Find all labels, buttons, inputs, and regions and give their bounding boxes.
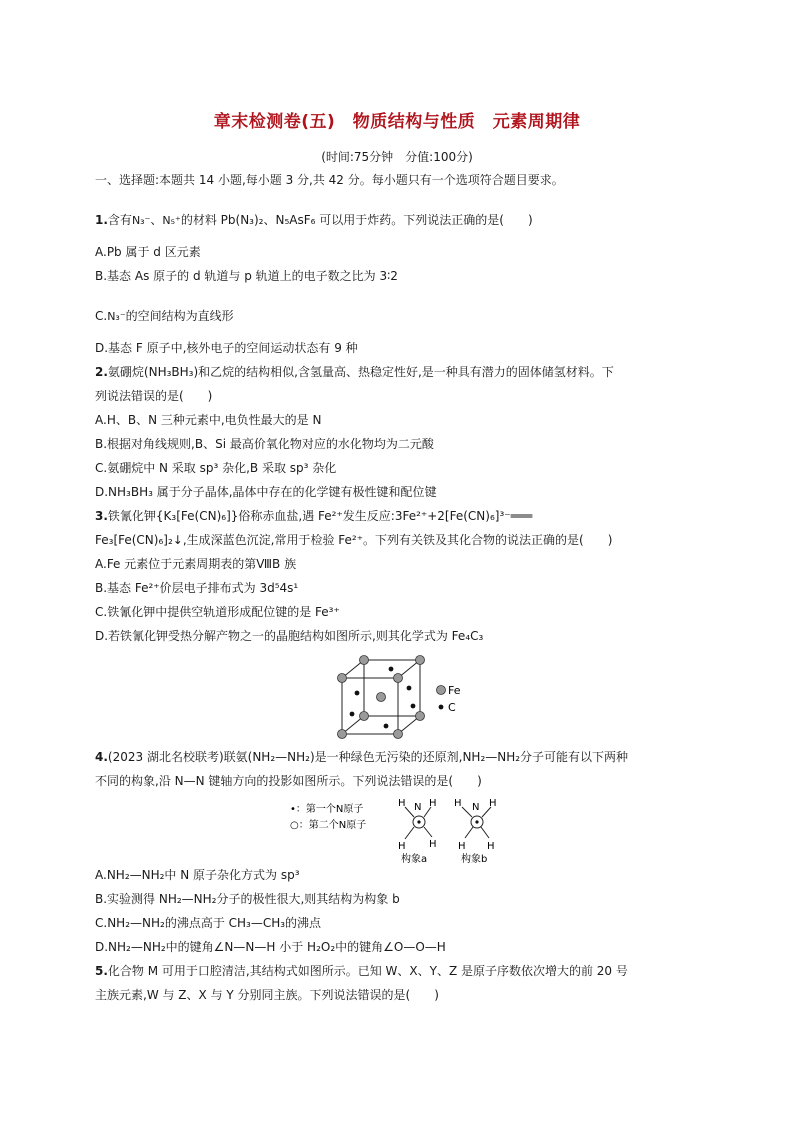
pentazenium-ion: N₅⁺ (162, 214, 181, 227)
question-number: 4. (95, 750, 108, 764)
fe-legend-label: Fe (448, 684, 461, 697)
q2-line2: 列说法错误的是( ) (95, 389, 213, 403)
azide-ion: N₃⁻ (131, 214, 151, 227)
q3-line1: 铁氰化钾{K₃[Fe(CN)₆]}俗称赤血盐,遇 Fe²⁺发生反应:3Fe²⁺+2[Fe(CN)₆]³⁻═══ (107, 509, 533, 523)
c-legend-icon (439, 705, 444, 710)
q2-option-a: A.H、B、N 三种元素中,电负性最大的是 N (95, 413, 322, 427)
q1-post: 的材料 Pb(N₃)₂、N₅AsF₆ 可以用于炸药。下列说法正确的是( ) (180, 213, 533, 227)
q4-option-a: A.NH₂—NH₂中 N 原子杂化方式为 sp³ (95, 868, 300, 882)
conformation-a (398, 798, 437, 865)
question-number: 2. (95, 365, 108, 379)
q1-pre: 含有 (107, 213, 132, 227)
legend-first-n: •：第一个N原子 (290, 804, 364, 815)
question-4-stem (95, 749, 628, 765)
question-number: 5. (95, 964, 108, 978)
q2-option-b: B.根据对角线规则,B、Si 最高价氧化物对应的水化物均为二元酸 (95, 437, 434, 451)
azide-ion: N₃⁻ (107, 310, 126, 323)
svg-text:H: H (429, 798, 437, 809)
q5-line1: 化合物 M 可用于口腔清洁,其结构式如图所示。已知 W、X、Y、Z 是原子序数依次增大的前 20 号 (107, 964, 628, 978)
svg-text:H: H (398, 841, 406, 852)
svg-text:H: H (458, 841, 466, 852)
question-3-stem (95, 508, 532, 524)
svg-text:H: H (489, 798, 497, 809)
conformation-figure (286, 794, 506, 866)
question-number: 1. (95, 213, 108, 227)
q1-c-text: 的空间结构为直线形 (125, 309, 234, 323)
q1-option-b: B.基态 As 原子的 d 轨道与 p 轨道上的电子数之比为 3∶2 (95, 269, 398, 283)
q2-option-d: D.NH₃BH₃ 属于分子晶体,晶体中存在的化学键有极性键和配位键 (95, 485, 437, 499)
question-1-stem (95, 212, 533, 229)
q3-option-a: A.Fe 元素位于元素周期表的第ⅧB 族 (95, 557, 297, 571)
svg-text:H: H (454, 798, 462, 809)
conformation-b (454, 798, 497, 865)
c-legend-label: C (448, 701, 456, 714)
q3-option-d: D.若铁氰化钾受热分解产物之一的晶胞结构如图所示,则其化学式为 Fe₄C₃ (95, 629, 484, 643)
svg-text:H: H (398, 798, 406, 809)
q5-line2: 主族元素,W 与 Z、X 与 Y 分别同主族。下列说法错误的是( ) (95, 988, 439, 1002)
svg-text:N: N (414, 802, 422, 813)
page-title: 章末检测卷(五) 物质结构与性质 元素周期律 (213, 112, 581, 132)
q3-option-b: B.基态 Fe²⁺价层电子排布式为 3d⁵4s¹ (95, 581, 299, 595)
q1-option-d: D.基态 F 原子中,核外电子的空间运动状态有 9 种 (95, 341, 358, 355)
option-letter: C. (95, 309, 108, 323)
svg-text:H: H (429, 839, 437, 850)
q2-option-c: C.氨硼烷中 N 采取 sp³ 杂化,B 采取 sp³ 杂化 (95, 461, 337, 475)
q4-line2: 不同的构象,沿 N—N 键轴方向的投影如图所示。下列说法错误的是( ) (95, 774, 482, 788)
q2-line1: 氨硼烷(NH₃BH₃)和乙烷的结构相似,含氢量高、热稳定性好,是一种具有潜力的固体储氢材料。下 (107, 365, 614, 379)
q3-line2: Fe₃[Fe(CN)₆]₂↓,生成深蓝色沉淀,常用于检验 Fe²⁺。下列有关铁及其化合物的说法正确的是( ) (95, 533, 613, 547)
q4-option-d: D.NH₂—NH₂中的键角∠N—N—H 小于 H₂O₂中的键角∠O—O—H (95, 940, 446, 954)
q4-line1: (2023 湖北名校联考)联氨(NH₂—NH₂)是一种绿色无污染的还原剂,NH₂—NH₂分子可能有以下两种 (107, 750, 629, 764)
q4-option-b: B.实验测得 NH₂—NH₂分子的极性很大,则其结构为构象 b (95, 892, 400, 906)
crystal-cell-figure (330, 652, 480, 742)
question-5-stem (95, 963, 628, 979)
fe-legend-icon (437, 686, 446, 695)
q4-option-c: C.NH₂—NH₂的沸点高于 CH₃—CH₃的沸点 (95, 916, 322, 930)
question-number: 3. (95, 509, 108, 523)
q1-sep: 、 (150, 213, 163, 227)
question-2-stem (95, 364, 614, 380)
exam-meta: (时间:75分钟 分值:100分) (321, 150, 473, 164)
conformation-a-label: 构象a (401, 854, 428, 865)
q1-option-c (95, 308, 234, 325)
svg-text:H: H (487, 841, 495, 852)
legend-second-n: ○：第二个N原子 (290, 820, 367, 831)
conformation-b-label: 构象b (461, 854, 488, 865)
q1-option-a: A.Pb 属于 d 区元素 (95, 245, 201, 259)
svg-text:N: N (472, 802, 480, 813)
q3-option-c: C.铁氰化钾中提供空轨道形成配位键的是 Fe³⁺ (95, 605, 340, 619)
section-instructions: 一、选择题:本题共 14 小题,每小题 3 分,共 42 分。每小题只有一个选项符合题目要求。 (95, 173, 564, 187)
